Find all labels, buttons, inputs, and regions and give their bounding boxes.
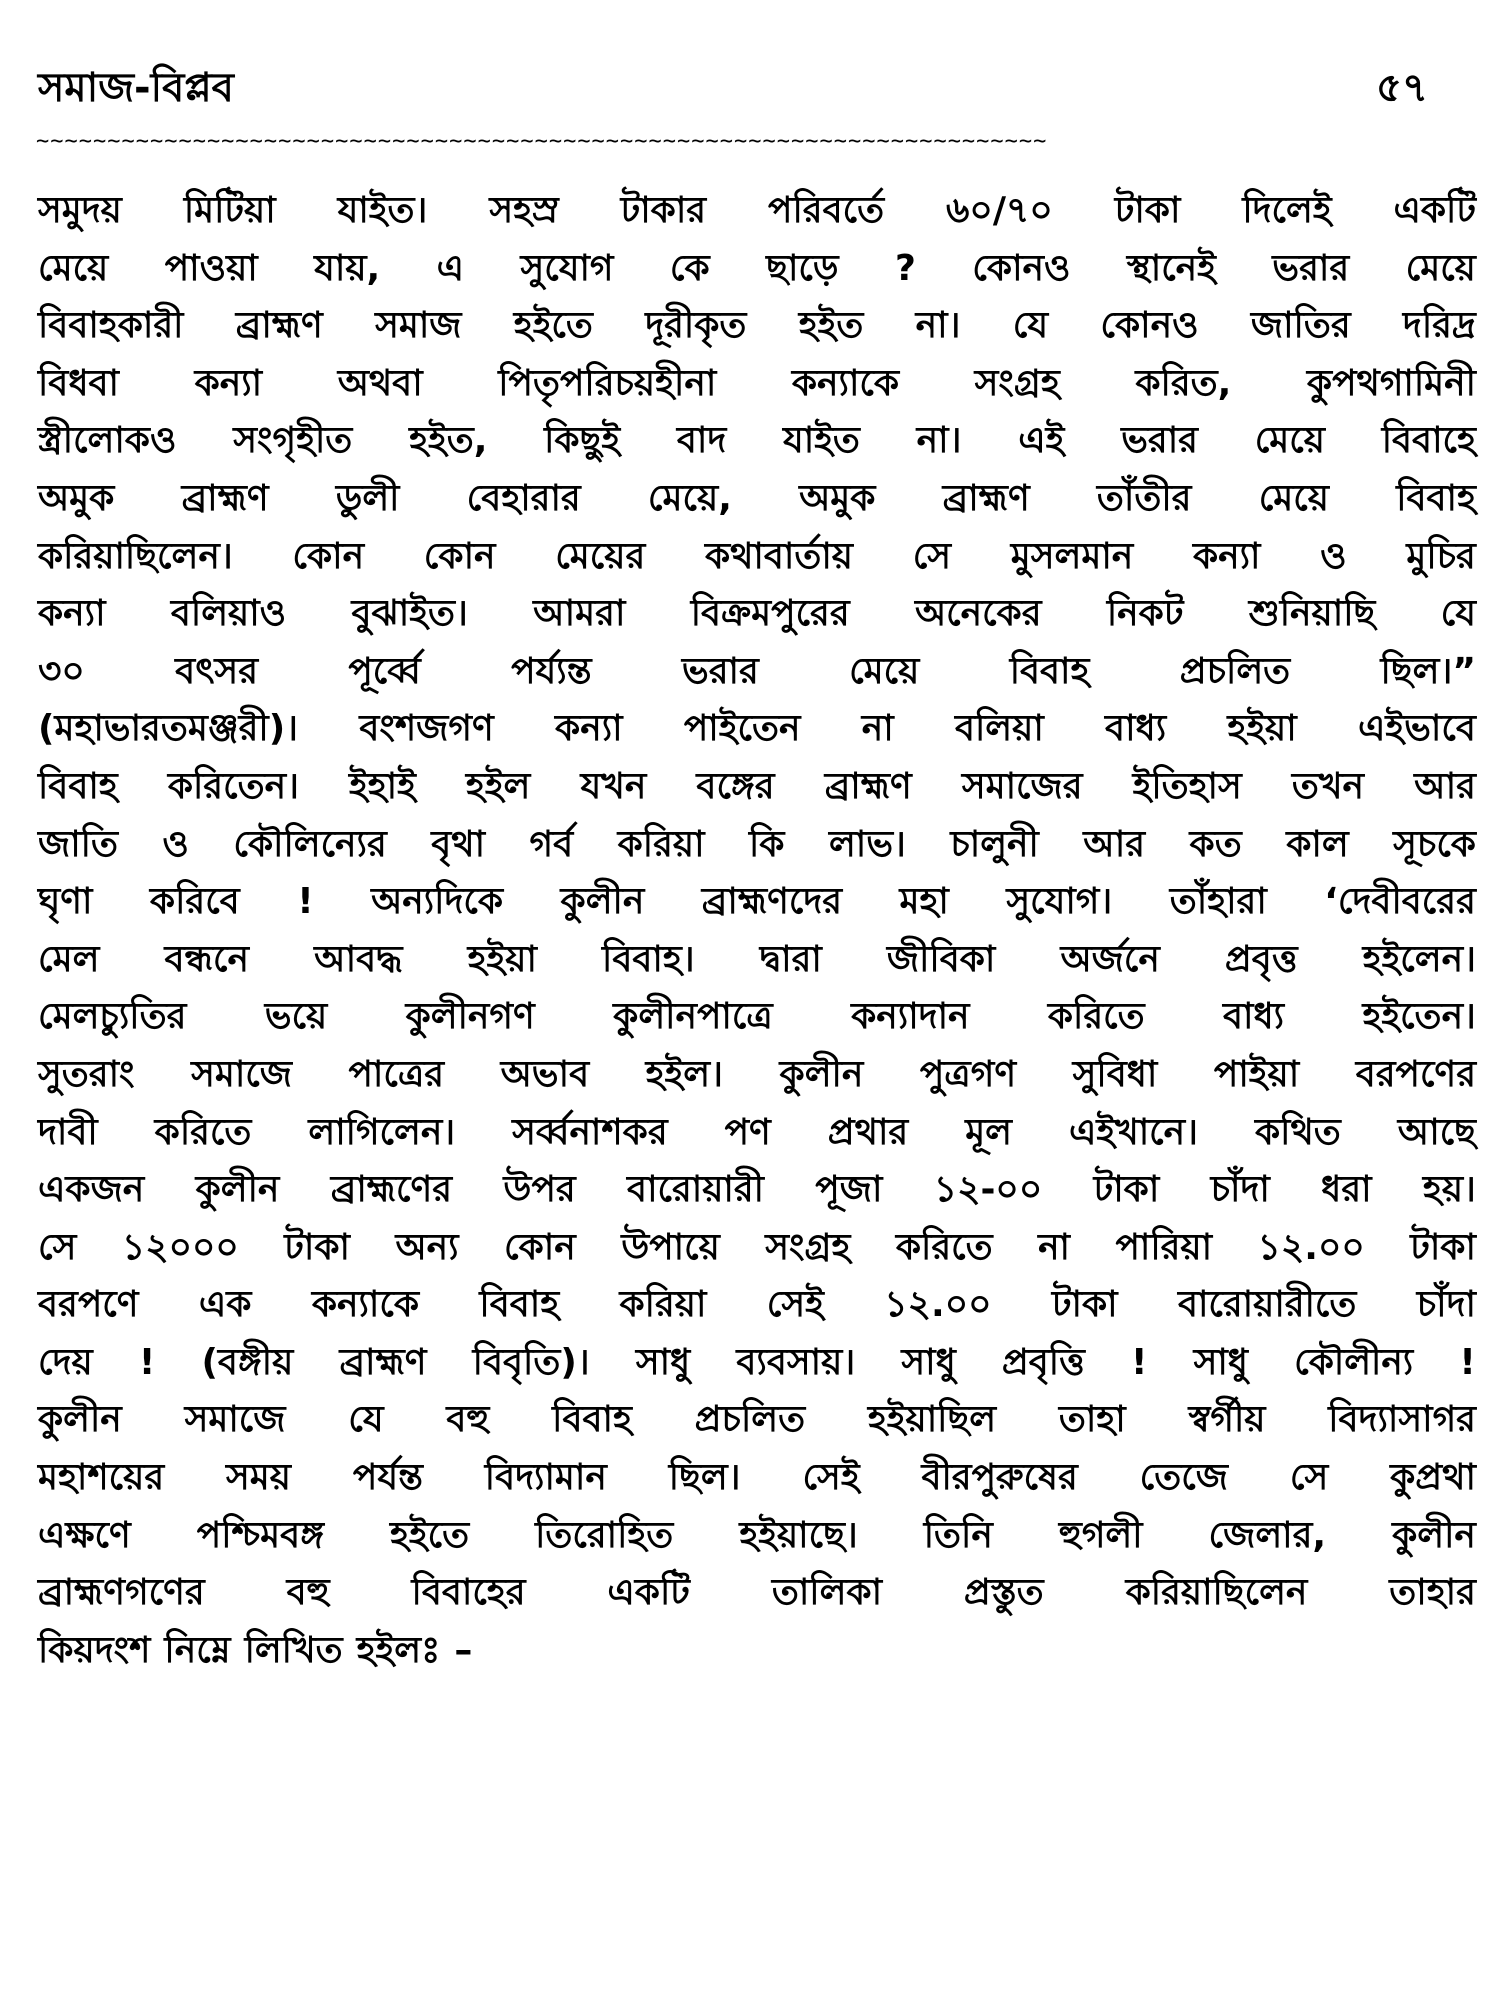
word: ছাড়ে: [766, 247, 839, 289]
word: যাইত: [783, 420, 860, 462]
word: হইয়াছে।: [739, 1514, 858, 1556]
word: কোন: [423, 535, 496, 577]
word: একজন: [38, 1169, 145, 1211]
word: সূচকে: [1393, 823, 1476, 865]
word: মেয়ে: [38, 247, 109, 289]
word: সমুদয়: [38, 190, 122, 231]
word: বিবাহ।: [602, 938, 695, 980]
word: বুঝাইত।: [351, 593, 468, 635]
word: বরপণের: [1355, 1053, 1476, 1095]
word: ব্রাহ্মণ: [235, 305, 323, 347]
word: বঙ্গের: [696, 765, 775, 807]
word: কৌলিন্যের: [233, 823, 387, 865]
word: উপর: [503, 1169, 576, 1211]
word: যখন: [580, 765, 647, 807]
word: লাগিলেন।: [308, 1111, 456, 1153]
word: করিয়াছিলেন।: [38, 535, 233, 577]
word: প্রচলিত: [694, 1399, 806, 1441]
word: কোন: [292, 535, 365, 577]
word: এইভাবে: [1358, 708, 1476, 750]
word: সময়: [226, 1457, 291, 1499]
word: সংগ্রহ: [974, 362, 1060, 404]
word: সুতরাং: [38, 1053, 135, 1095]
word: আমরা: [533, 593, 626, 635]
text-line: [38, 1219, 1476, 1277]
word: বিদ্যাসাগর: [1328, 1399, 1476, 1441]
text-line: [38, 700, 1476, 758]
word: বিবৃতি)।: [472, 1341, 590, 1383]
word: সে: [1289, 1457, 1329, 1499]
word: ও: [162, 823, 189, 865]
word: ব্রাহ্মণের: [330, 1169, 453, 1211]
word: !: [297, 881, 314, 923]
word: একটি: [607, 1572, 690, 1614]
word: সমাজের: [961, 765, 1083, 807]
word: পণ: [724, 1111, 771, 1153]
text-line: [38, 182, 1476, 240]
word: প্রবৃত্ত: [1224, 938, 1298, 980]
word: কিয়দংশ: [38, 1629, 151, 1671]
word: কুলীন: [38, 1399, 122, 1441]
word: ‘দেবীবরের: [1324, 881, 1476, 923]
word: যাইত।: [337, 190, 428, 231]
word: (মহাভারতমঞ্জরী)।: [38, 708, 299, 750]
word: ১২-০০: [933, 1169, 1043, 1211]
word: অভাব: [500, 1053, 590, 1095]
word: সংগ্রহ: [765, 1226, 851, 1268]
word: সাধু: [1193, 1341, 1248, 1383]
word: মুচির: [1406, 535, 1476, 577]
word: ৬০/৭০: [946, 190, 1053, 231]
word: সুযোগ: [520, 247, 614, 289]
word: প্রথার: [827, 1111, 909, 1153]
word: কন্যা: [38, 593, 106, 635]
word: মুসলমান: [1010, 535, 1134, 577]
word: এক: [198, 1284, 252, 1326]
text-line: [38, 873, 1476, 931]
word: টাকা: [1051, 1284, 1118, 1326]
text-line: [38, 1622, 1476, 1680]
word: কন্যা: [194, 362, 263, 404]
word: দরিদ্র: [1402, 305, 1476, 347]
word: মূল: [965, 1111, 1013, 1153]
word: এইখানে।: [1068, 1111, 1198, 1153]
word: মেয়ে: [849, 650, 920, 692]
word: ব্রাহ্মণ: [942, 477, 1030, 519]
word: কোন: [504, 1226, 576, 1268]
word: তালিকা: [771, 1572, 883, 1614]
word: অথবা: [337, 362, 423, 404]
word: ব্যবসায়।: [736, 1341, 856, 1383]
word: ঘৃণা: [38, 881, 93, 923]
word: মহাশয়ের: [38, 1457, 165, 1499]
word: ভরার: [681, 650, 759, 692]
word: !: [1459, 1341, 1476, 1383]
word: কিছুই: [544, 420, 621, 462]
word: প্রবৃত্তি: [1001, 1341, 1085, 1383]
word: করিতেন।: [167, 765, 299, 807]
word: ব্রাহ্মণ: [824, 765, 912, 807]
word: কি: [748, 823, 785, 865]
word: হইলঃ: [356, 1629, 441, 1671]
text-line: [38, 355, 1476, 413]
word: কুলীন: [560, 881, 645, 923]
word: অর্জনে: [1060, 938, 1160, 980]
word: নিকট: [1106, 593, 1184, 635]
word: কথাবার্তায়: [704, 535, 854, 577]
word: পাত্রের: [348, 1053, 445, 1095]
word: পুত্রগণ: [919, 1053, 1017, 1095]
word: সে: [38, 1226, 77, 1268]
word: যে: [1012, 305, 1049, 347]
word: কুলীন: [779, 1053, 864, 1095]
word: স্বর্গীয়: [1188, 1399, 1266, 1441]
word: মেল: [38, 938, 100, 980]
word: বহু: [446, 1399, 490, 1441]
word: দূরীকৃত: [645, 305, 747, 347]
word: !: [138, 1341, 156, 1383]
word: টাকার: [620, 190, 707, 231]
word: করিবে: [149, 881, 240, 923]
word: বন্ধনে: [164, 938, 250, 980]
word: বিবাহ: [1396, 477, 1476, 519]
word: দাবী: [38, 1111, 98, 1153]
word: সাধু: [635, 1341, 691, 1383]
word: সমাজ: [375, 305, 462, 347]
word: ১২.০০: [1257, 1226, 1365, 1268]
word: জেলার,: [1208, 1514, 1327, 1556]
word: টাকা: [284, 1226, 350, 1268]
word: শুনিয়াছি: [1248, 593, 1376, 635]
text-line: [38, 1449, 1476, 1507]
text-line: [38, 758, 1476, 816]
word: কন্যাকে: [791, 362, 900, 404]
word: তিরোহিত: [535, 1514, 674, 1556]
word: লিখিত: [244, 1629, 343, 1671]
word: হইয়া: [467, 938, 537, 980]
word: পূর্ব্বে: [348, 650, 421, 692]
word: নিম্নে: [164, 1629, 231, 1671]
word: ধরা: [1321, 1169, 1372, 1211]
word: মেয়ের: [555, 535, 646, 577]
text-line: [38, 643, 1476, 701]
word: করিয়া: [619, 1284, 707, 1326]
tilde-rule: ~~~~~~~~~~~~~~~~~~~~~~~~~~~~~~~~~~~~~~~~~~~~~~~~~~~~~~~~~~~~~~~~~~~~~~~: [36, 132, 1048, 152]
word: চাঁদা: [1210, 1169, 1270, 1211]
text-line: [38, 240, 1476, 298]
word: কোনও: [1100, 305, 1199, 347]
word: হইতেন।: [1362, 996, 1476, 1038]
page-number: ৫৭: [1376, 65, 1428, 111]
word: কুপথগামিনী: [1306, 362, 1476, 404]
word: সাধু: [901, 1341, 956, 1383]
text-line: [38, 297, 1476, 355]
word: বারোয়ারী: [627, 1169, 764, 1211]
word: মেলচ্যুতির: [38, 996, 187, 1038]
word: সে: [912, 535, 952, 577]
word: ব্রাহ্মণ: [181, 477, 269, 519]
word: ৩০: [38, 650, 85, 692]
word: বারোয়ারীতে: [1177, 1284, 1357, 1326]
word: ইতিহাস: [1132, 765, 1242, 807]
word: তিনি: [923, 1514, 993, 1556]
word: সেই: [766, 1284, 824, 1326]
word: কাল: [1286, 823, 1349, 865]
word: বৃথা: [431, 823, 486, 865]
word: বিদ্যামান: [484, 1457, 607, 1499]
word: –: [454, 1629, 473, 1671]
word: হয়।: [1422, 1169, 1476, 1211]
word: বীরপুরুষের: [921, 1457, 1078, 1499]
word: বরপণে: [38, 1284, 139, 1326]
word: বৎসর: [175, 650, 259, 692]
word: কন্যা: [555, 708, 623, 750]
word: বিবাহ: [1009, 650, 1090, 692]
text-line: [38, 931, 1476, 989]
word: এক্ষণে: [38, 1514, 131, 1556]
word: টাকা: [1410, 1226, 1476, 1268]
word: বলিয়া: [954, 708, 1044, 750]
word: পাইয়া: [1213, 1053, 1300, 1095]
word: বিবাহ: [479, 1284, 560, 1326]
word: ও: [1320, 535, 1347, 577]
word: ডুলী: [335, 477, 400, 519]
word: কুলীনগণ: [405, 996, 535, 1038]
word: জাতি: [38, 823, 118, 865]
word: করিতে: [895, 1226, 993, 1268]
word: করিতে: [154, 1111, 252, 1153]
word: মেয়ে: [1405, 247, 1476, 289]
word: সুবিধা: [1072, 1053, 1158, 1095]
word: সমাজে: [191, 1053, 292, 1095]
word: হুগলী: [1058, 1514, 1143, 1556]
word: উপায়ে: [621, 1226, 720, 1268]
word: লাভ।: [828, 823, 906, 865]
word: পরিবর্তে: [768, 190, 885, 231]
word: বিবাহ: [552, 1399, 632, 1441]
word: বাধ্য: [1105, 708, 1167, 750]
word: স্ত্রীলোকও: [38, 420, 177, 462]
word: পূজা: [815, 1169, 883, 1211]
word: হইল।: [645, 1053, 723, 1095]
word: সংগৃহীত: [233, 420, 353, 462]
word: স্থানেই: [1126, 247, 1216, 289]
word: আছে: [1397, 1111, 1476, 1153]
word: বহু: [286, 1572, 330, 1614]
word: হইত,: [409, 420, 488, 462]
word: কুলীনপাত্রে: [613, 996, 773, 1038]
word: দেয়: [38, 1341, 93, 1383]
word: অন্য: [395, 1226, 459, 1268]
word: একটি: [1393, 190, 1476, 231]
word: বাধ্য: [1223, 996, 1285, 1038]
word: অনেকের: [914, 593, 1042, 635]
word: আবদ্ধ: [314, 938, 403, 980]
word: পাইতেন: [683, 708, 801, 750]
word: না: [1038, 1226, 1070, 1268]
word: হইয়া: [1227, 708, 1297, 750]
word: ১২০০০: [121, 1226, 239, 1268]
word: কোনও: [972, 247, 1071, 289]
word: মেয়ে: [1254, 420, 1325, 462]
text-line: [38, 1161, 1476, 1219]
word: তেজে: [1139, 1457, 1228, 1499]
text-line: [38, 1564, 1476, 1622]
text-line: [38, 470, 1476, 528]
word: বিবাহকারী: [38, 305, 184, 347]
text-line: [38, 412, 1476, 470]
word: তাঁহারা: [1169, 881, 1267, 923]
text-line: [38, 1104, 1476, 1162]
word: বংশজগণ: [359, 708, 494, 750]
word: বিবাহের: [411, 1572, 526, 1614]
word: হইয়াছিল: [867, 1399, 997, 1441]
word: ভয়ে: [264, 996, 328, 1038]
word: হইতে: [513, 305, 593, 347]
text-line: [38, 1391, 1476, 1449]
word: অমুক: [38, 477, 115, 519]
word: বাদ: [676, 420, 727, 462]
word: টাকা: [1114, 190, 1181, 231]
word: ১২.০০: [884, 1284, 992, 1326]
word: মেয়ে: [1258, 477, 1329, 519]
word: তাঁতীর: [1096, 477, 1192, 519]
word: টাকা: [1093, 1169, 1160, 1211]
word: কন্যাকে: [311, 1284, 420, 1326]
word: দিলেই: [1242, 190, 1332, 231]
text-line: [38, 816, 1476, 874]
text-line: [38, 1334, 1476, 1392]
word: কৌলীন্য: [1294, 1341, 1414, 1383]
word: অন্যদিকে: [371, 881, 504, 923]
word: বেহারার: [466, 477, 581, 519]
word: প্রস্তুত: [963, 1572, 1044, 1614]
word: না: [861, 708, 894, 750]
word: না।: [915, 305, 961, 347]
word: করিত,: [1135, 362, 1232, 404]
word: পর্যন্ত: [352, 1457, 423, 1499]
word: বলিয়াও: [170, 593, 287, 635]
word: ভরার: [1272, 247, 1350, 289]
word: সমাজে: [184, 1399, 286, 1441]
word: তাহার: [1389, 1572, 1476, 1614]
word: হইত: [798, 305, 864, 347]
word: বিক্রমপুরের: [690, 593, 850, 635]
word: কত: [1189, 823, 1242, 865]
word: চালুনী: [950, 823, 1039, 865]
word: সেই: [802, 1457, 860, 1499]
word: প্রচলিত: [1179, 650, 1291, 692]
word: ব্রাহ্মণদের: [701, 881, 843, 923]
word: ভরার: [1121, 420, 1198, 462]
word: কথিত: [1254, 1111, 1341, 1153]
word: জীবিকা: [886, 938, 996, 980]
text-line: [38, 1507, 1476, 1565]
word: পিতৃপরিচয়হীনা: [498, 362, 717, 404]
word: পাওয়া: [164, 247, 258, 289]
word: মহা: [899, 881, 949, 923]
word: গর্ব: [529, 823, 574, 865]
word: জাতির: [1250, 305, 1351, 347]
word: হইলেন।: [1362, 938, 1476, 980]
word: হইতে: [389, 1514, 470, 1556]
text-line: [38, 1276, 1476, 1334]
word: অমুক: [799, 477, 876, 519]
word: পর্য্যন্ত: [511, 650, 592, 692]
word: করিতে: [1047, 996, 1145, 1038]
word: ইহাই: [349, 765, 416, 807]
word: সহস্র: [489, 190, 559, 231]
text-line: [38, 528, 1476, 586]
word: কুপ্রথা: [1390, 1457, 1476, 1499]
word: এই: [1018, 420, 1065, 462]
word: যে: [1440, 593, 1476, 635]
text-line: [38, 988, 1476, 1046]
text-line: [38, 1046, 1476, 1104]
word: তখন: [1291, 765, 1364, 807]
word: পশ্চিমবঙ্গ: [196, 1514, 324, 1556]
word: যে: [348, 1399, 384, 1441]
word: পারিয়া: [1115, 1226, 1213, 1268]
word: করিয়াছিলেন: [1125, 1572, 1308, 1614]
word: মেয়ে,: [647, 477, 732, 519]
word: বিবাহ: [38, 765, 118, 807]
word: ছিল।: [668, 1457, 741, 1499]
word: কুলীন: [1392, 1514, 1476, 1556]
word: যায়,: [314, 247, 381, 289]
word: বিধবা: [38, 362, 119, 404]
word: কন্যা: [1192, 535, 1261, 577]
word: হইল: [465, 765, 531, 807]
text-line: [38, 585, 1476, 643]
word: আর: [1414, 765, 1476, 807]
word: ?: [894, 247, 916, 289]
word: !: [1131, 1341, 1148, 1383]
word: সুযোগ।: [1006, 881, 1113, 923]
word: দ্বারা: [759, 938, 822, 980]
word: চাঁদা: [1416, 1284, 1476, 1326]
word: ব্রাহ্মণ: [339, 1341, 427, 1383]
word: এ: [436, 247, 465, 289]
word: ব্রাহ্মণগণের: [38, 1572, 205, 1614]
word: ছিল।”: [1380, 650, 1476, 692]
word: আর: [1083, 823, 1146, 865]
body-text: [38, 182, 1476, 1679]
word: মিটিয়া: [183, 190, 276, 231]
word: কুলীন: [195, 1169, 280, 1211]
word: কে: [669, 247, 710, 289]
word: (বঙ্গীয়: [201, 1341, 294, 1383]
word: তাহা: [1058, 1399, 1126, 1441]
word: বিবাহে: [1381, 420, 1476, 462]
word: কন্যাদান: [851, 996, 970, 1038]
running-head: সমাজ-বিপ্লব: [38, 65, 234, 111]
word: করিয়া: [617, 823, 705, 865]
word: সর্ব্বনাশকর: [512, 1111, 668, 1153]
word: না।: [916, 420, 962, 462]
